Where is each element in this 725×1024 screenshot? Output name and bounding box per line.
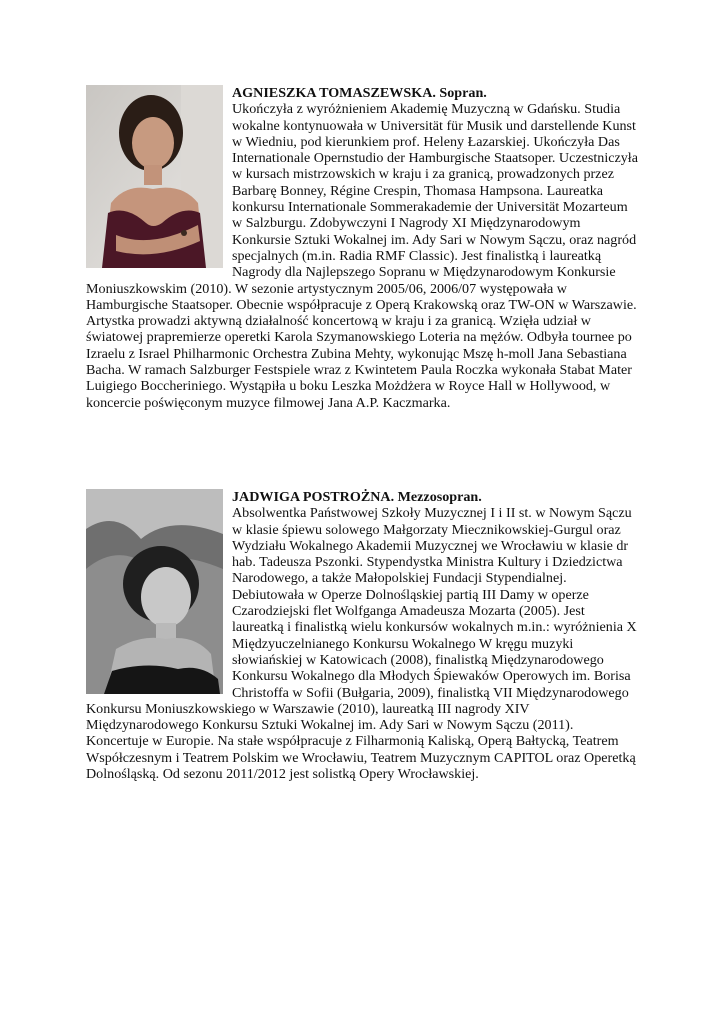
singer-bio-tomaszewska	[86, 85, 638, 411]
portrait-photo-postrozna	[86, 489, 223, 694]
portrait-photo-tomaszewska	[86, 85, 223, 268]
singer-bio-text: Ukończyła z wyróżnieniem Akademię Muzyczną w Gdańsku. Studia wokalne kontynuowała w Universität für Musik und darstellende Kunst w Wiedniu, pod kierunkiem prof. Heleny Łazarskiej. Ukończyła Das Internationale Opernstudio der Hamburgische Staatsoper. Uczestniczyła w kursach mistrzowskich w kraju i za granicą, prowadzonych przez Barbarę Bonney, Régine Crespin, Thomasa Hampsona. Laureatka konkursu Internationale Sommerakademie der Universität Mozarteum w Salzburgu. Zdobywczyni I Nagrody XI Międzynarodowym Konkursie Sztuki Wokalnej im. Ady Sari w Nowym Sączu, oraz nagród specjalnych (m.in. Radia RMF Classic). Jest finalistką i laureatką Nagrody dla Najlepszego Sopranu w Międzynarodowym Konkursie Moniuszkowskim (2010). W sezonie artystycznym 2005/06, 2006/07 występowała w Hamburgische Staatsoper. Obecnie współpracuje z Operą Krakowską oraz TW-ON w Warszawie. Artystka prowadzi aktywną działalność koncertową w kraju i za granicą. Wzięła udział w światowej prapremierze operetki Karola Szymanowskiego Loteria na mężów. Odbyła tournee po Izraelu z Israel Philharmonic Orchestra Zubina Mehty, wykonując Mszę h-moll Jana Sebastiana Bacha. W ramach Salzburger Festspiele wraz z Kwintetem Paula Roczka wykonała Stabat Mater Luigiego Boccheriniego. Wystąpiła u boku Leszka Możdżera w Royce Hall w Hollywood, w koncercie poświęconym muzyce filmowej Jana A.P. Kaczmarka.	[86, 101, 638, 411]
singer-bio-text: Absolwentka Państwowej Szkoły Muzycznej I i II st. w Nowym Sączu w klasie śpiewu solowego Małgorzaty Miecznikowskiej-Gurgul oraz Wydziału Wokalnego Akademii Muzycznej we Wrocławiu w klasie dr hab. Tadeusza Pszonki. Stypendystka Ministra Kultury i Dziedzictwa Narodowego, a także Małopolskiej Fundacji Stypendialnej. Debiutowała w Operze Dolnośląskiej partią III Damy w operze Czarodziejski flet Wolfganga Amadeusza Mozarta (2005). Jest laureatką i finalistką wielu konkursów wokalnych m.in.: wyróżnienia X Międzyuczelnianego Konkursu Wokalnego W kręgu muzyki słowiańskiej w Katowicach (2008), finalistką Międzynarodowego Konkursu Wokalnego dla Młodych Śpiewaków Operowych im. Borisa Christoffa w Sofii (Bułgaria, 2009), finalistką VII Międzynarodowego Konkursu Moniuszkowskiego w Warszawie (2010), laureatką III nagrody XIV Międzynarodowego Konkursu Sztuki Wokalnej im. Ady Sari w Nowym Sączu (2011). Koncertuje w Europie. Na stałe współpracuje z Filharmonią Kaliską, Operą Bałtycką, Teatrem Współczesnym i Teatrem Polskim we Wrocławiu, Teatrem Muzycznym CAPITOL oraz Operetką Dolnośląską. Od sezonu 2011/2012 jest solistką Opery Wrocławskiej.	[86, 505, 637, 783]
singer-bio-postrozna	[86, 489, 638, 782]
singer-heading: AGNIESZKA TOMASZEWSKA. Sopran.	[232, 85, 487, 101]
singer-heading: JADWIGA POSTROŻNA. Mezzosopran.	[232, 489, 482, 505]
